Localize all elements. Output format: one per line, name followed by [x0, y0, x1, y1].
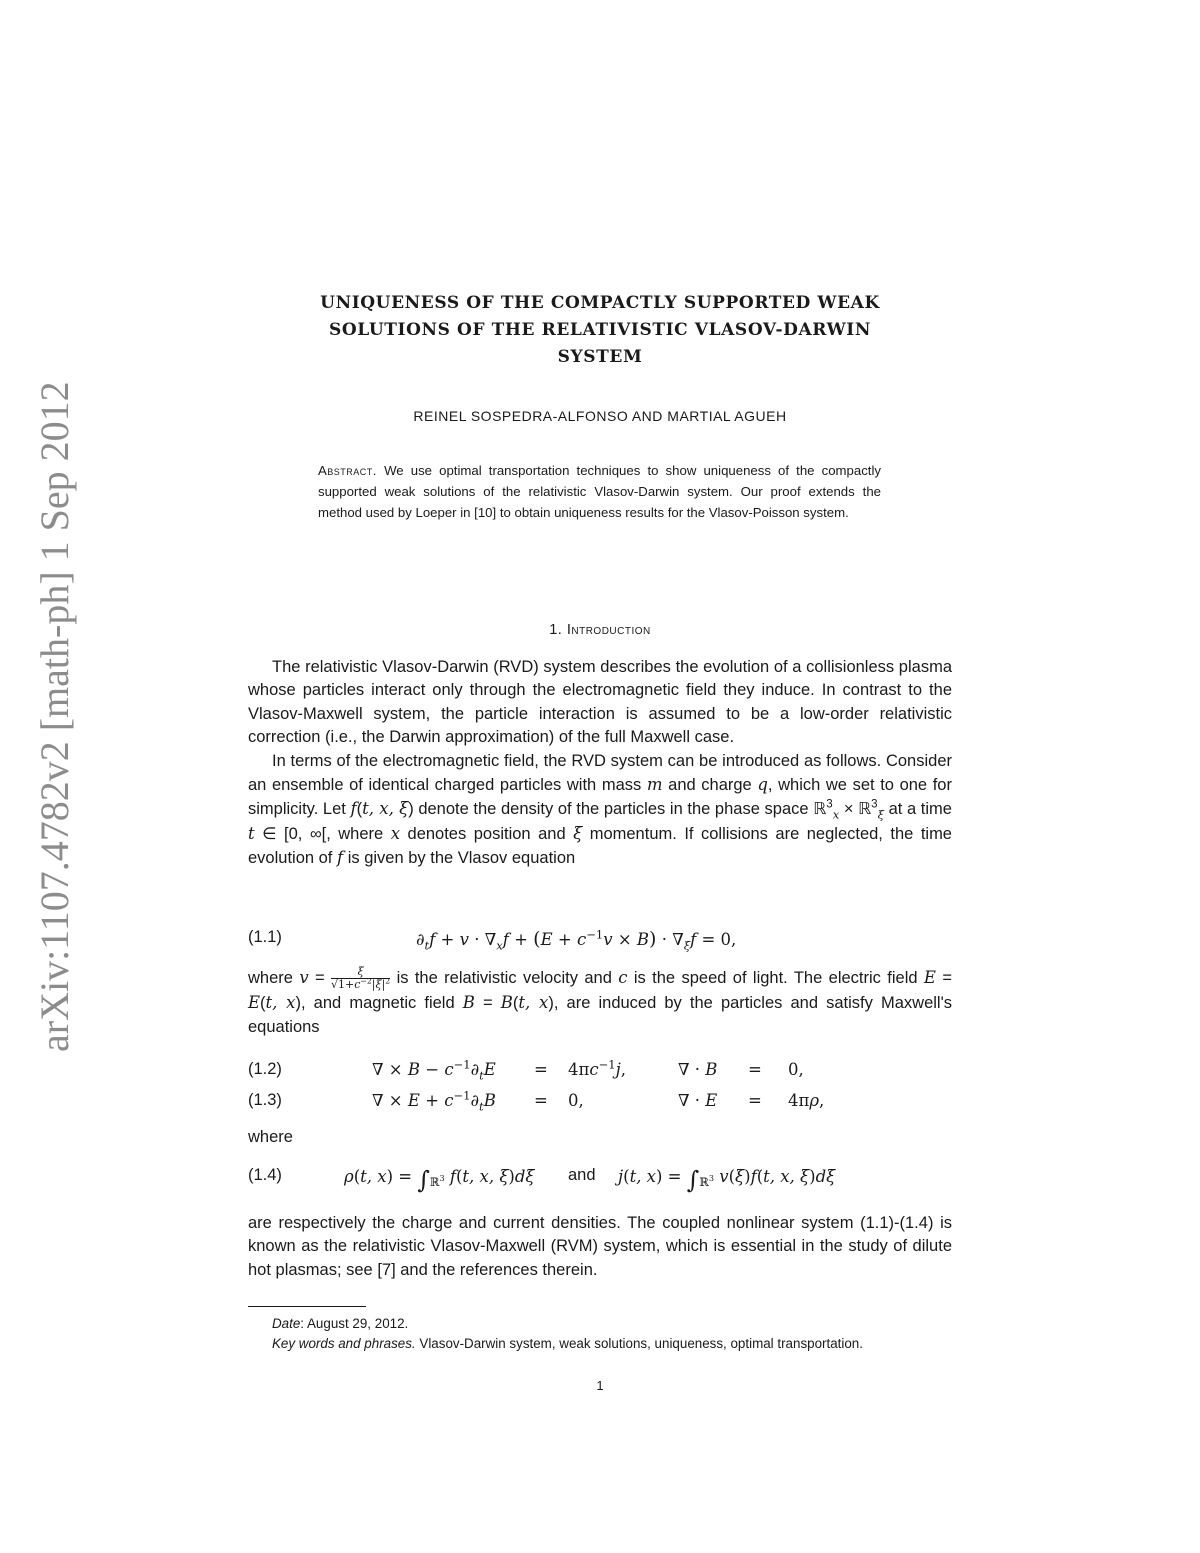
paper-title — [248, 290, 952, 371]
authors: REINEL SOSPEDRA-ALFONSO AND MARTIAL AGUEH — [413, 408, 787, 424]
charge-density: ρ(t, $x) = \int_{ℝ^3}$ f(t, x, ξ)dξ — [344, 1166, 535, 1194]
paragraph-3: where v = $\frac{\xi}{√1+c^{-2}|\xi|^2}$ is the relativistic velocity and c is the speed of light. The electric field E = E(t, x), and magnetic field B = B(t, x), are induced by the particles and satisfy Maxwell's equations — [248, 965, 952, 1036]
abstract — [318, 460, 881, 523]
where-text: where — [248, 1128, 293, 1146]
paragraph-2: In terms of the electromagnetic field, the RVD system can be introduced as follows. Consider an ensemble of identical charged particles with mass m and charge q, which we set to one for simplicity. Let f(t, x, ξ) denote the density of the particles in the phase space ℝ$^3_x$ × ℝ$^3_\xi$ at a time t ∈ [0, ∞[, where x denotes position and ξ momentum. If collisions are neglected, the time evolution of f is given by the Vlasov equation — [248, 751, 952, 868]
gauss-electric: ∇ · E — [678, 1091, 718, 1110]
title-line-2: SOLUTIONS OF THE RELATIVISTIC VLASOV-DARWIN — [328, 320, 872, 340]
page-number: 1 — [596, 1378, 604, 1393]
and-text: and — [568, 1166, 596, 1184]
current-density: j(t, $x) = \int_{ℝ^3}$ v(ξ)f(t, x, ξ)dξ — [618, 1166, 836, 1194]
ampere-law: ∇ × $B - c^{-1}\partial_tE$ — [372, 1057, 496, 1083]
arxiv-stamp: arXiv:1107.4782v2 [math-ph] 1 Sep 2012 — [32, 381, 77, 1052]
vlasov-equation: $\partial_tf + v \cdot \nabla_xf + (E + c^{-1}v \times B) \cdot \nabla_\xi f = 0$, — [416, 927, 737, 953]
equation-label: (1.3) — [248, 1091, 282, 1109]
abstract-text: We use optimal transportation techniques to show uniqueness of the compactly supported weak solutions of the relativistic Vlasov-Darwin system. Our proof extends the method used by Loeper in [10] to obtain uniqueness results for the Vlasov-Poisson system. — [318, 463, 881, 520]
equation-1-1 — [248, 928, 952, 954]
faraday-law: ∇ × $E + c^{-1}\partial_tB$ — [372, 1088, 496, 1114]
gauss-magnetic: ∇ · B — [678, 1060, 718, 1079]
paragraph-4: are respectively the charge and current densities. The coupled nonlinear system (1.1)-(1.4) is known as the relativistic Vlasov-Maxwell (RVM) system, which is essential in the study of dilute hot plasmas; see [7] and the references therein. — [248, 1214, 952, 1279]
footnote-rule — [248, 1306, 366, 1307]
paragraph-1: The relativistic Vlasov-Darwin (RVD) system describes the evolution of a collisionless plasma whose particles interact only through the electromagnetic field they induce. In contrast to the Vlasov-Maxwell system, the particle interaction is assumed to be a low-order relativistic correction (i.e., the Darwin approximation) of the full Maxwell case. — [248, 658, 952, 747]
section-heading — [248, 622, 952, 638]
intro-body — [248, 656, 952, 871]
equation-1-4 — [248, 1166, 952, 1202]
equation-label: (1.4) — [248, 1166, 282, 1184]
equation-1-3: (1.3) ∇ × $E + c^{-1}\partial_tB$ = 0, ∇ · E = 4πρ, — [248, 1088, 825, 1114]
footnote-date: Date: August 29, 2012. — [272, 1316, 409, 1331]
footnote-keywords: Key words and phrases. Vlasov-Darwin system, weak solutions, uniqueness, optimal transportation. — [272, 1336, 863, 1351]
equation-1-2: (1.2) ∇ × $B - c^{-1}\partial_tE$ = $4\pi c^{-1}j$, ∇ · B = 0, — [248, 1057, 804, 1083]
title-line-1: UNIQUENESS OF THE COMPACTLY SUPPORTED WEAK — [320, 293, 880, 313]
section-number: 1. — [549, 622, 563, 638]
equation-label: (1.1) — [248, 928, 282, 946]
equation-label: (1.2) — [248, 1060, 282, 1078]
section-title: Introduction — [566, 622, 651, 638]
title-line-3: SYSTEM — [557, 347, 643, 367]
abstract-label: Abstract. — [318, 463, 377, 478]
